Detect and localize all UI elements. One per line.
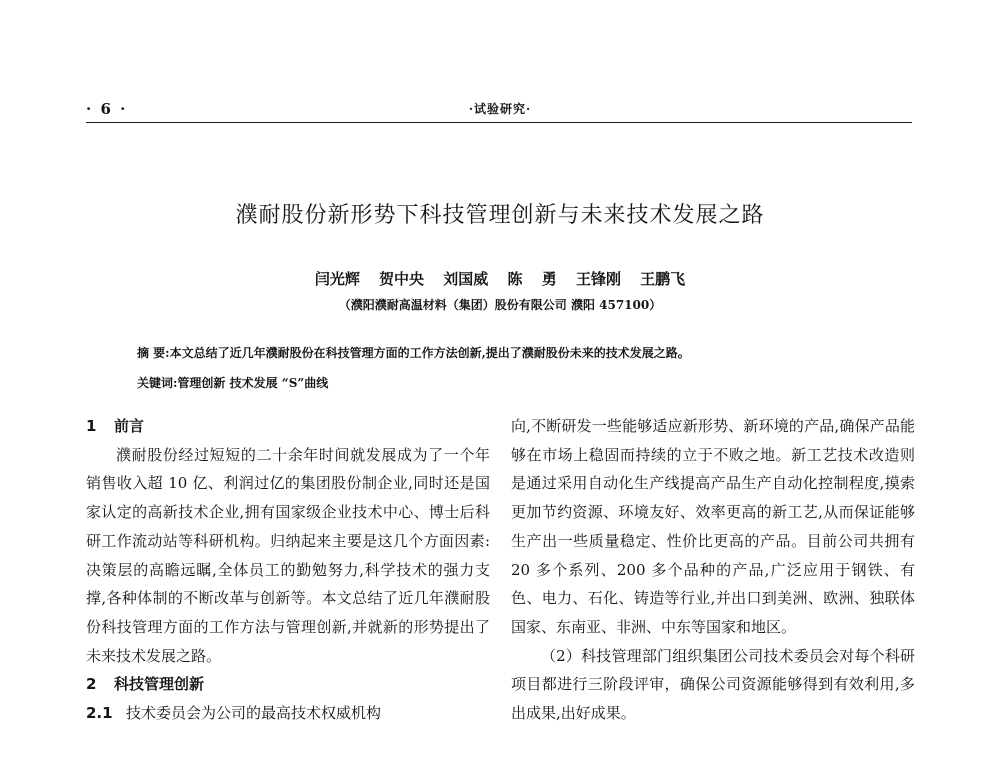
header-rule <box>86 122 912 123</box>
section-1-title: 前言 <box>114 417 145 435</box>
section-1-paragraph: 濮耐股份经过短短的二十余年时间就发展成为了一个年销售收入超 10 亿、利润过亿的集团股份制企业,同时还是国家认定的高新技术企业,拥有国家级企业技术中心、博士后科研工作流动站等科研机构。归纳起来主要是这几个方面因素:决策层的高瞻远瞩,全体员工的勤勉努力,科学技术的强力支撑,各种体制的不断改革与创新等。本文总结了近几年濮耐股份科技管理方面的工作方法与管理创新,并就新的形势提出了未来技术发展之路。 <box>86 445 490 665</box>
article-abstract: 摘 要:本文总结了近几年濮耐股份在科技管理方面的工作方法创新,提出了濮耐股份未来的技术发展之路。 <box>137 346 690 360</box>
running-head: ·试验研究· <box>468 102 532 116</box>
section-2-title: 科技管理创新 <box>114 675 205 694</box>
left-column <box>86 412 490 752</box>
section-2-number: 2 <box>86 675 97 694</box>
section-2-1-number: 2.1 <box>86 704 113 723</box>
section-1-number: 1 <box>86 417 97 435</box>
page-number: · 6 · <box>86 100 128 118</box>
section-1-heading <box>86 412 490 441</box>
section-2-1-title: 技术委员会为公司的最高技术权威机构 <box>126 704 382 723</box>
right-column <box>511 412 915 752</box>
article-keywords: 关键词:管理创新 技术发展 “S”曲线 <box>137 376 329 390</box>
right-paragraph-1: 向,不断研发一些能够适应新形势、新环境的产品,确保产品能够在市场上稳固而持续的立于不败之地。新工艺技术改造则是通过采用自动化生产线提高产品生产自动化控制程度,摸索更加节约资源、环境友好、效率更高的新工艺,从而保证能够生产出一些质量稳定、性价比更高的产品。目前公司共拥有 20 多个系列、200 多个品种的产品,广泛应用于钢铁、有色、电力、石化、铸造等行业,并出口到美洲、欧洲、独联体国家、东南亚、非洲、中东等国家和地区。 <box>511 417 915 636</box>
article-affiliation: （濮阳濮耐高温材料（集团）股份有限公司 濮阳 457100） <box>338 298 662 312</box>
section-2-1-heading <box>86 699 490 728</box>
article-authors: 闫光辉 贺中央 刘国威 陈 勇 王锋刚 王鹏飞 <box>314 270 686 288</box>
section-2-heading <box>86 670 490 699</box>
article-title: 濮耐股份新形势下科技管理创新与未来技术发展之路 <box>235 203 765 228</box>
right-paragraph-2: （2）科技管理部门组织集团公司技术委员会对每个科研项目都进行三阶段评审，确保公司资源能够得到有效利用,多出成果,出好成果。 <box>511 646 915 723</box>
